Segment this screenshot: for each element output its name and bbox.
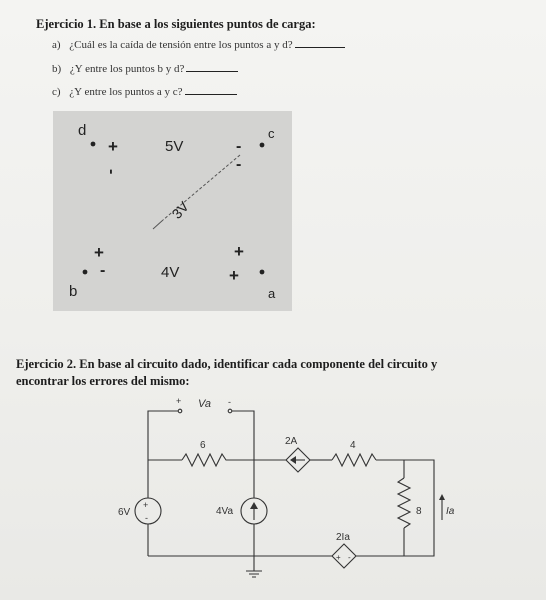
question-c-text: ¿Y entre los puntos a y c? [69, 86, 183, 98]
va-terminal-plus [178, 409, 182, 413]
sign-minus-b-right: - [100, 262, 106, 279]
resistor-6 [182, 454, 230, 466]
source-6v-plus: + [143, 500, 149, 510]
question-b-label: b) [52, 63, 62, 75]
arrow-up-4va [250, 502, 258, 509]
sign-minus-c-left: - [236, 138, 242, 155]
point-a-label: a [268, 286, 276, 301]
r1-value: 6 [200, 440, 206, 451]
source-6v-minus: - [145, 513, 148, 523]
question-a [52, 39, 345, 51]
point-b-label: b [69, 283, 78, 300]
question-b [52, 63, 238, 75]
sign-plus-b-above: + [94, 243, 104, 262]
point-d-label: d [78, 122, 87, 139]
r2-value: 4 [350, 440, 356, 451]
question-c [52, 86, 237, 98]
point-c-label: c [268, 126, 275, 141]
wire-top-left [148, 411, 178, 460]
source-2ia-plus: + [336, 553, 341, 562]
va-plus-label: + [176, 396, 182, 406]
current-2ia-label: 2Ia [336, 532, 350, 543]
answer-blank-b[interactable] [186, 70, 238, 72]
point-d-dot [91, 142, 96, 147]
va-terminal-minus [228, 409, 232, 413]
sign-plus-d-right: + [108, 137, 118, 156]
circuit-svg [100, 390, 500, 590]
r3-value: 8 [416, 506, 422, 517]
charge-points-diagram [53, 111, 292, 311]
circuit-diagram [100, 390, 500, 595]
ia-label: Ia [446, 506, 455, 517]
arrow-left-2a [290, 456, 296, 464]
voltage-5v-label: 5V [165, 138, 184, 155]
question-a-text: ¿Cuál es la caída de tensión entre los puntos a y d? [69, 39, 293, 51]
wire-right-top [376, 460, 434, 498]
exercise2-heading-line1: Ejercicio 2. En base al circuito dado, identificar cada componente del circuito y [16, 357, 438, 371]
va-label: Va [198, 398, 212, 410]
exercise1-heading: Ejercicio 1. En base a los siguientes puntos de carga: [36, 17, 316, 31]
current-2a-label: 2A [285, 436, 298, 447]
source-6v-label: 6V [118, 507, 131, 518]
question-b-text: ¿Y entre los puntos b y d? [69, 63, 185, 75]
wire-bottom-right [356, 498, 434, 556]
resistor-4 [332, 454, 376, 466]
sign-plus-a-left: + [229, 266, 239, 285]
answer-blank-c[interactable] [185, 93, 237, 95]
resistor-8 [398, 478, 410, 528]
source-4va-label: 4Va [216, 506, 234, 517]
point-a-dot [260, 270, 265, 275]
arrow-up-ia [439, 494, 445, 500]
voltage-4v-label: 4V [161, 264, 180, 281]
ground-symbol [246, 571, 262, 577]
voltage-3v-label: 3V [168, 198, 192, 222]
sign-plus-a-above: + [234, 242, 244, 261]
line-3v-end [153, 220, 163, 229]
exercise2-heading-line2: encontrar los errores del mismo: [16, 374, 190, 388]
question-a-label: a) [52, 39, 61, 51]
point-b-dot [83, 270, 88, 275]
answer-blank-a[interactable] [295, 46, 345, 48]
wire-top-right [232, 411, 254, 460]
sign-minus-d-below: - [103, 169, 120, 175]
question-c-label: c) [52, 86, 61, 98]
point-c-dot [260, 143, 265, 148]
va-minus-label: - [228, 397, 231, 407]
charge-points-svg [53, 111, 292, 311]
sign-minus-c-below: - [236, 156, 242, 173]
source-2ia-minus: - [348, 553, 351, 562]
